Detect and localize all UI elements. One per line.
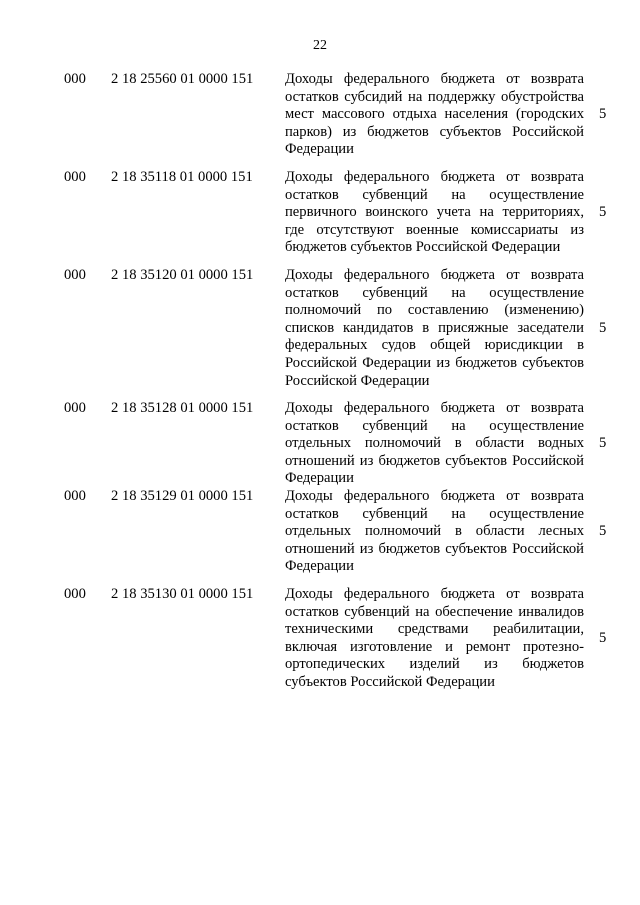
page-number: 22 (313, 38, 327, 53)
budget-classification-code: 2 18 35120 01 0000 151 (111, 266, 254, 283)
distribution-norm: 5 (599, 204, 607, 221)
admin-code: 000 (64, 266, 86, 283)
budget-classification-code: 2 18 25560 01 0000 151 (111, 71, 254, 87)
distribution-norm: 5 (599, 319, 607, 336)
distribution-norm: 5 (599, 630, 607, 647)
table-row (0, 169, 640, 257)
budget-classification-code: 2 18 35128 01 0000 151 (111, 400, 254, 417)
budget-classification-code: 2 18 35129 01 0000 151 (111, 488, 254, 505)
income-description: Доходы федерального бюджета от возврата остатков субсидий на поддержку обустройства мест массового отдыха населения (городских парков) из бюджетов субъектов Российской Федерации (285, 71, 584, 158)
admin-code: 000 (64, 400, 86, 417)
row-spacer (0, 159, 640, 169)
table-row (0, 488, 640, 576)
admin-code: 000 (64, 168, 86, 185)
distribution-norm: 5 (599, 106, 607, 123)
distribution-norm: 5 (599, 523, 607, 540)
table-row (0, 400, 640, 488)
income-description: Доходы федерального бюджета от возврата остатков субвенций на обеспечение инвалидов техническими средствами реабилитации, включая изготовление и ремонт протезно-ортопедических изделий из бюджетов субъектов Российской Федерации (285, 586, 584, 690)
budget-classification-code: 2 18 35118 01 0000 151 (111, 168, 253, 185)
income-table (0, 71, 640, 692)
income-description: Доходы федерального бюджета от возврата остатков субвенций на осуществление полномочий по составлению (изменению) списков кандидатов в присяжные заседатели федеральных судов общей юрисдикции в Российской Федерации из бюджетов субъектов Российской Федерации (285, 266, 584, 389)
admin-code: 000 (64, 488, 86, 505)
row-spacer (0, 257, 640, 267)
income-description: Доходы федерального бюджета от возврата остатков субвенций на осуществление первичного воинского учета на территориях, где отсутствуют военные комиссариаты из бюджетов субъектов Российской Федерации (285, 168, 584, 256)
admin-code: 000 (64, 586, 86, 603)
distribution-norm: 5 (599, 435, 607, 452)
table-row (0, 71, 640, 159)
budget-classification-code: 2 18 35130 01 0000 151 (111, 586, 254, 603)
income-description: Доходы федерального бюджета от возврата остатков субвенций на осуществление отдельных полномочий в области водных отношений из бюджетов субъектов Российской Федерации (285, 400, 584, 487)
table-row (0, 586, 640, 692)
income-description: Доходы федерального бюджета от возврата остатков субвенций на осуществление отдельных полномочий в области лесных отношений из бюджетов субъектов Российской Федерации (285, 488, 584, 575)
admin-code: 000 (64, 71, 86, 87)
row-spacer (0, 390, 640, 400)
row-spacer (0, 576, 640, 586)
table-row (0, 267, 640, 390)
